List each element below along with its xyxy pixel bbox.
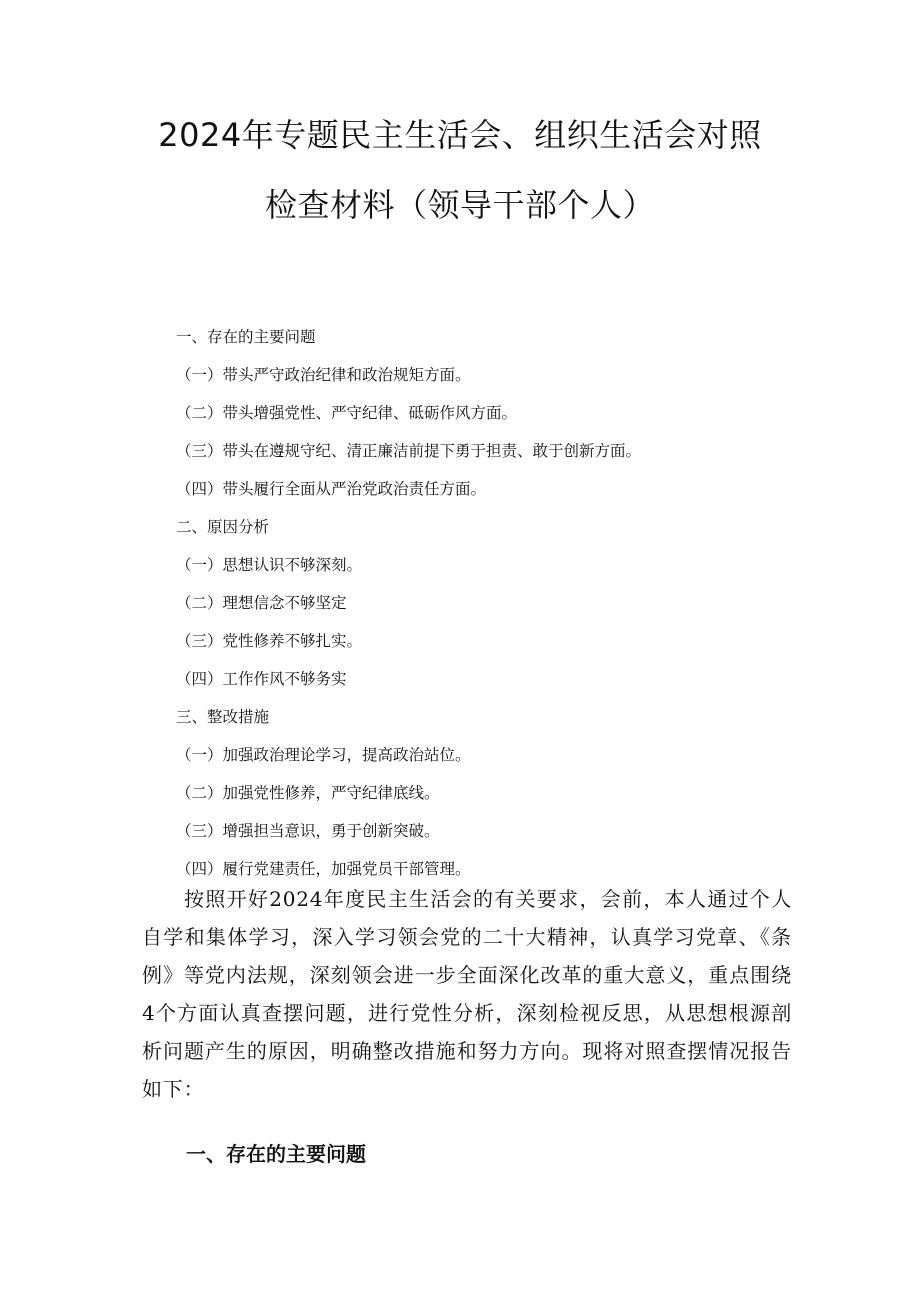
outline-item: 一、存在的主要问题 (176, 328, 316, 346)
outline-item: （二）加强党性修养，严守纪律底线。 (176, 784, 440, 802)
intro-paragraph: 按照开好2024年度民主生活会的有关要求，会前，本人通过个人自学和集体学习，深入学习领会党的二十大精神，认真学习党章、《条例》等党内法规，深刻领会进一步全面深化改革的重大意义，重点围绕4个方面认真查摆问题，进行党性分析，深刻检视反思，从思想根源剖析问题产生的原因，明确整改措施和努力方向。现将对照查摆情况报告如下： (142, 887, 792, 1101)
outline-item: （二）带头增强党性、严守纪律、砥砺作风方面。 (176, 404, 518, 422)
outline-item: （三）党性修养不够扎实。 (176, 632, 363, 650)
outline-item: （四）工作作风不够务实 (176, 670, 347, 688)
document-title-line-1: 2024年专题民主生活会、组织生活会对照 (158, 116, 762, 154)
outline-item: 二、原因分析 (176, 518, 270, 536)
outline-item: 三、整改措施 (176, 708, 270, 726)
outline-item: （四）履行党建责任，加强党员干部管理。 (176, 860, 471, 878)
outline-item: （一）带头严守政治纪律和政治规矩方面。 (176, 366, 471, 384)
outline-item: （二）理想信念不够坚定 (176, 594, 347, 612)
outline-item: （一）加强政治理论学习，提高政治站位。 (176, 746, 471, 764)
section-heading: 一、存在的主要问题 (186, 1142, 366, 1166)
outline-list (176, 318, 816, 888)
outline-item: （三）带头在遵规守纪、清正廉洁前提下勇于担责、敢于创新方面。 (176, 442, 642, 460)
outline-item: （一）思想认识不够深刻。 (176, 556, 363, 574)
outline-item: （三）增强担当意识，勇于创新突破。 (176, 822, 440, 840)
outline-item: （四）带头履行全面从严治党政治责任方面。 (176, 480, 487, 498)
document-title-line-2: 检查材料（领导干部个人） (264, 186, 655, 224)
